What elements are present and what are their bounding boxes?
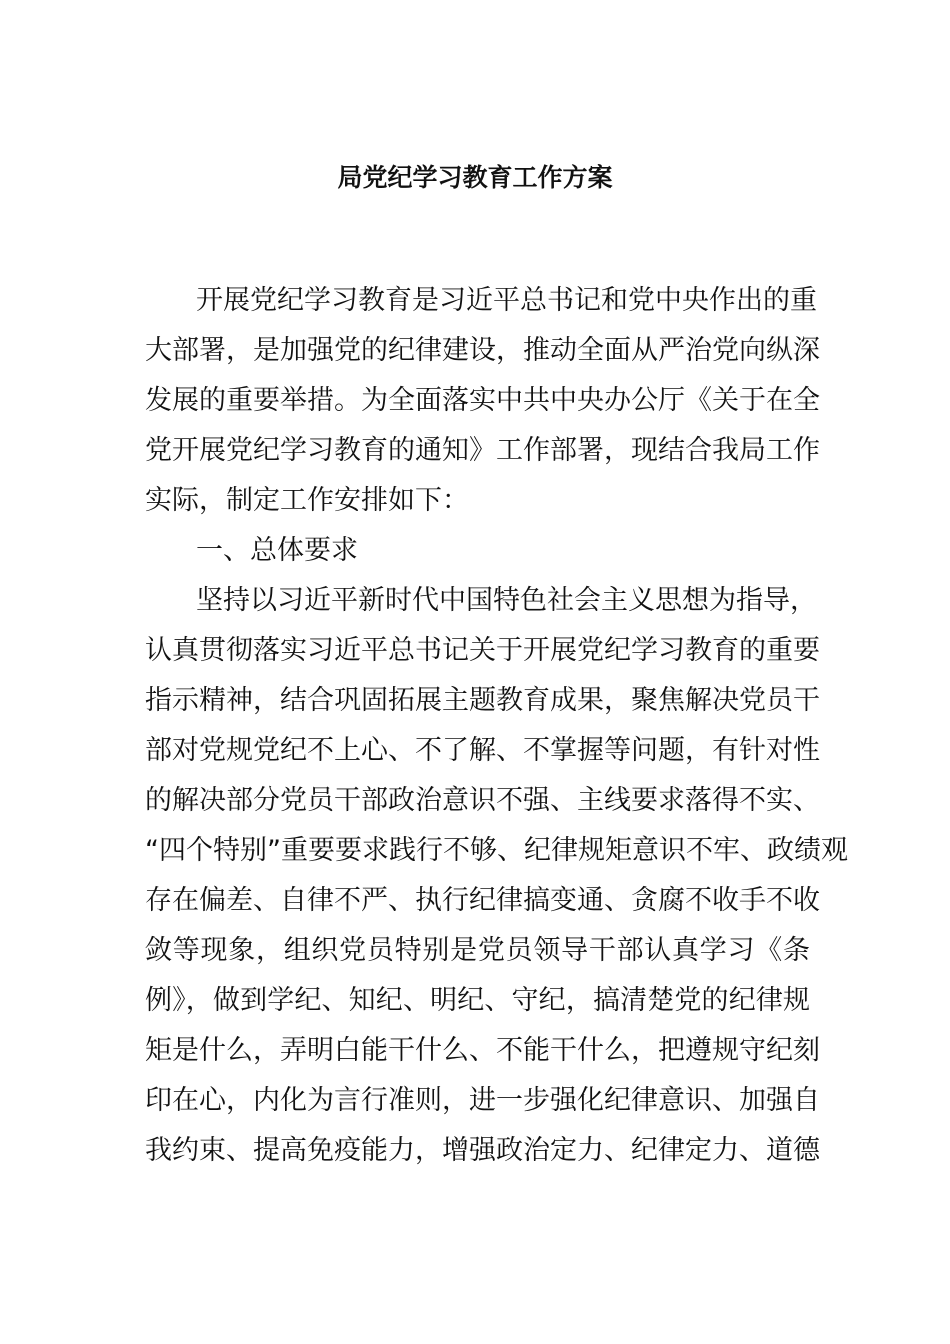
paragraph-line-5: 实际，制定工作安排如下： [145, 485, 469, 516]
paragraph-line-17: 印在心，内化为言行准则，进一步强化纪律意识、加强自 [145, 1085, 820, 1116]
paragraph-line-10: 部对党规党纪不上心、不了解、不掌握等问题，有针对性 [145, 735, 820, 766]
paragraph-line-14: 敛等现象，组织党员特别是党员领导干部认真学习《条 [145, 935, 810, 966]
paragraph-line-13: 存在偏差、自律不严、执行纪律搞变通、贪腐不收手不收 [145, 885, 820, 916]
paragraph-line-15: 例》，做到学纪、知纪、明纪、守纪，搞清楚党的纪律规 [145, 985, 810, 1016]
paragraph-line-8: 认真贯彻落实习近平总书记关于开展党纪学习教育的重要 [145, 635, 820, 666]
paragraph-line-1: 开展党纪学习教育是习近平总书记和党中央作出的重 [196, 285, 817, 316]
paragraph-line-12: “四个特别”重要要求践行不够、纪律规矩意识不牢、政绩观 [145, 835, 848, 866]
paragraph-line-3: 发展的重要举措。为全面落实中共中央办公厅《关于在全 [145, 385, 820, 416]
paragraph-line-9: 指示精神，结合巩固拓展主题教育成果，聚焦解决党员干 [145, 685, 820, 716]
document-title: 局党纪学习教育工作方案 [337, 163, 613, 192]
paragraph-line-18: 我约束、提高免疫能力，增强政治定力、纪律定力、道德 [145, 1135, 820, 1166]
paragraph-line-16: 矩是什么，弄明白能干什么、不能干什么，把遵规守纪刻 [145, 1035, 820, 1066]
paragraph-line-4: 党开展党纪学习教育的通知》工作部署，现结合我局工作 [145, 435, 820, 466]
paragraph-line-11: 的解决部分党员干部政治意识不强、主线要求落得不实、 [145, 785, 820, 816]
section-heading-overall-requirements: 一、总体要求 [196, 535, 358, 566]
paragraph-line-2: 大部署，是加强党的纪律建设，推动全面从严治党向纵深 [145, 335, 820, 366]
paragraph-line-7: 坚持以习近平新时代中国特色社会主义思想为指导， [196, 585, 817, 616]
